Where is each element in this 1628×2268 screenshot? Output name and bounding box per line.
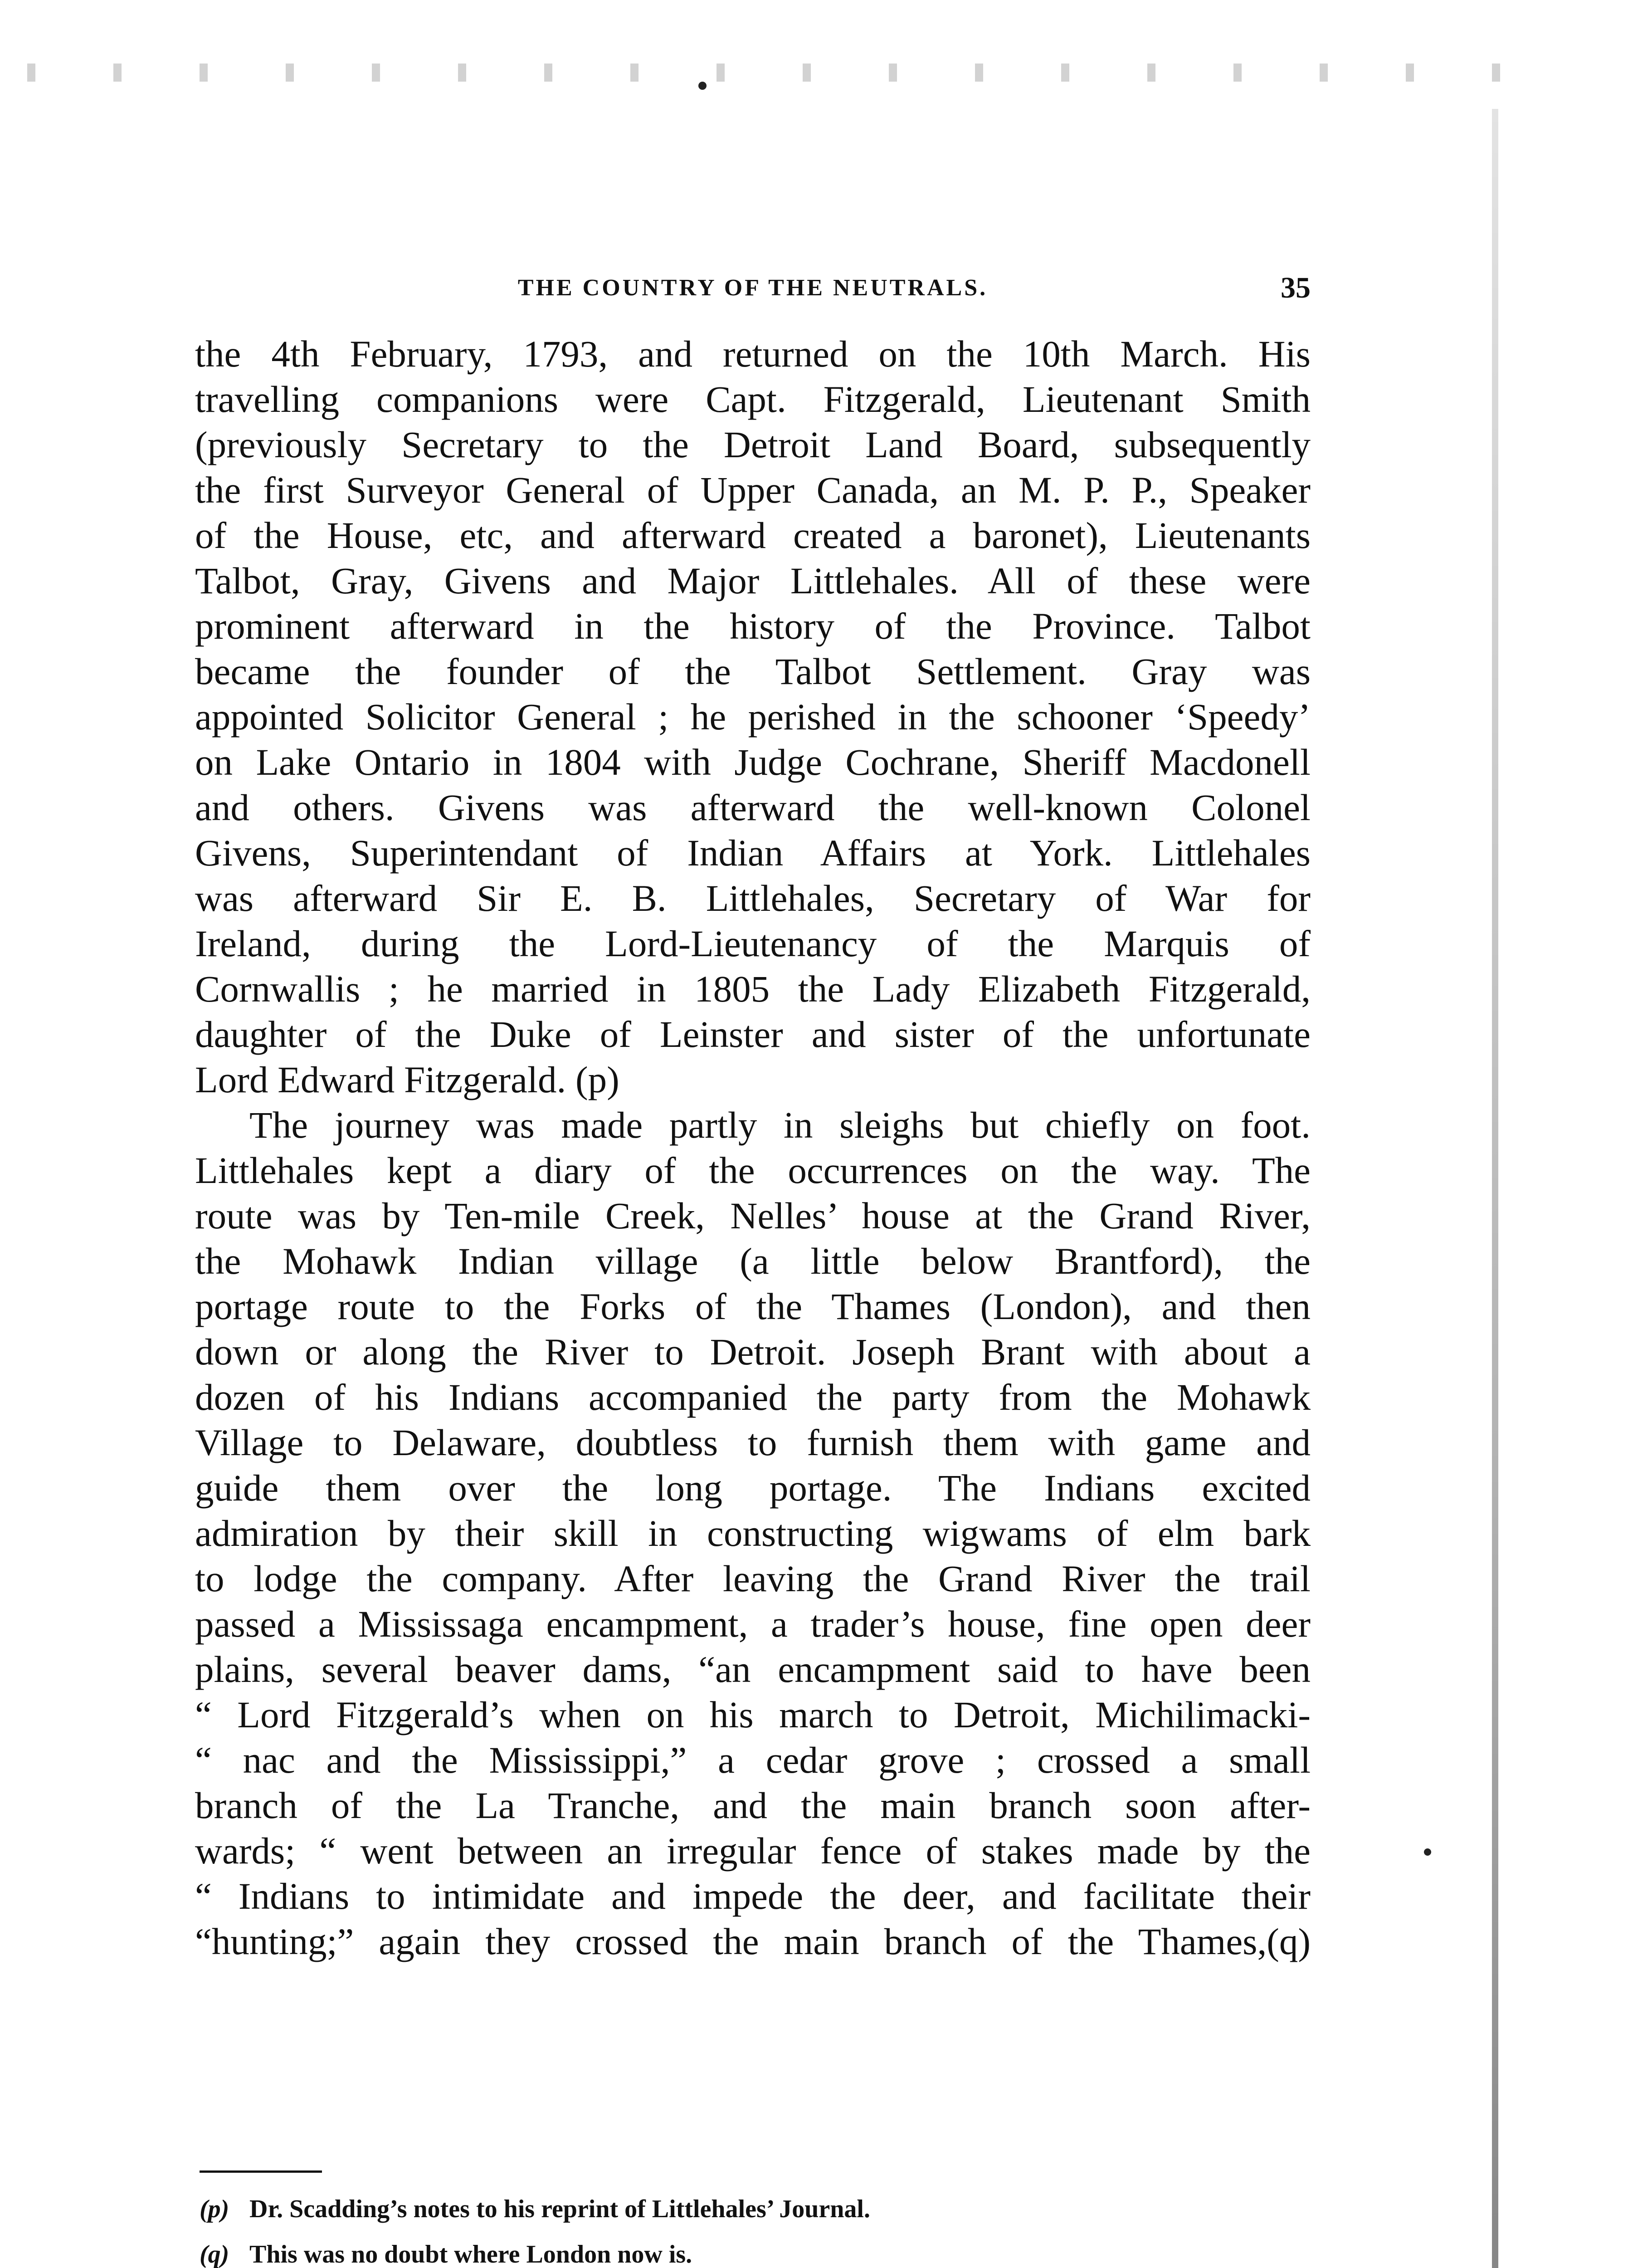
text-line: to lodge the company. After leaving the Grand River the trail [195,1558,1311,1599]
text-line: branch of the La Tranche, and the main branch soon after- [195,1784,1311,1826]
text-line: (previously Secretary to the Detroit Land Board, subsequently [195,424,1311,465]
scan-speck [698,82,707,90]
paragraph-1 [195,331,1311,1102]
text-line: and others. Givens was afterward the well-known Colonel [195,787,1311,828]
text-line: “ nac and the Mississippi,” a cedar grove ; crossed a small [195,1739,1311,1781]
text-line: plains, several beaver dams, “an encampment said to have been [195,1648,1311,1690]
running-head [195,271,1311,311]
footnote-mark: (q) [200,2240,229,2268]
running-title: THE COUNTRY OF THE NEUTRALS. [517,275,988,301]
text-line: Cornwallis ; he married in 1805 the Lady Elizabeth Fitzgerald, [195,968,1311,1010]
text-line: the Mohawk Indian village (a little below Brantford), the [195,1240,1311,1282]
text-line: was afterward Sir E. B. Littlehales, Secretary of War for [195,877,1311,919]
text-line: down or along the River to Detroit. Joseph Brant with about a [195,1331,1311,1373]
text-line: portage route to the Forks of the Thames (London), and then [195,1286,1311,1327]
text-line: Ireland, during the Lord-Lieutenancy of the Marquis of [195,923,1311,964]
text-line: Talbot, Gray, Givens and Major Littlehales. All of these were [195,560,1311,601]
text-line: “hunting;” again they crossed the main branch of the Thames,(q) [195,1921,1311,1962]
text-line: prominent afterward in the history of the Province. Talbot [195,605,1311,647]
body-text [195,331,1311,1964]
text-line: The journey was made partly in sleighs but chiefly on foot. [249,1104,1311,1146]
text-line: the 4th February, 1793, and returned on the 10th March. His [195,333,1311,375]
footnote-text: This was no doubt where London now is. [249,2240,692,2268]
footnote-p [200,2186,1288,2232]
page-number: 35 [1281,271,1311,304]
footnote-text: Dr. Scadding’s notes to his reprint of Littlehales’ Journal. [249,2195,870,2223]
footnote-mark: (p) [200,2195,229,2223]
text-line: became the founder of the Talbot Settlement. Gray was [195,650,1311,692]
text-line: Givens, Superintendant of Indian Affairs at York. Littlehales [195,832,1311,874]
text-line: the first Surveyor General of Upper Canada, an M. P. P., Speaker [195,469,1311,511]
text-line: “ Indians to intimidate and impede the deer, and facilitate their [195,1875,1311,1917]
footnote-q [200,2232,1288,2268]
scan-edge-right [1492,109,1498,2268]
text-line: travelling companions were Capt. Fitzgerald, Lieutenant Smith [195,378,1311,420]
text-line: passed a Mississaga encampment, a trader’s house, fine open deer [195,1603,1311,1645]
text-line: wards; “ went between an irregular fence of stakes made by the [195,1830,1311,1872]
text-line: “ Lord Fitzgerald’s when on his march to Detroit, Michilimacki- [195,1694,1311,1735]
paragraph-2 [195,1102,1311,1964]
text-line: Littlehales kept a diary of the occurrences on the way. The [195,1149,1311,1191]
scan-speck [1424,1848,1431,1856]
text-line: daughter of the Duke of Leinster and sister of the unfortunate [195,1013,1311,1055]
text-line: guide them over the long portage. The Indians excited [195,1467,1311,1509]
text-line: dozen of his Indians accompanied the party from the Mohawk [195,1376,1311,1418]
scan-edge-top [0,64,1542,82]
text-line: appointed Solicitor General ; he perished in the schooner ‘Speedy’ [195,696,1311,738]
footnotes [200,2186,1288,2268]
text-line: Village to Delaware, doubtless to furnish them with game and [195,1422,1311,1463]
text-line: on Lake Ontario in 1804 with Judge Cochrane, Sheriff Macdonell [195,741,1311,783]
text-line: of the House, etc, and afterward created a baronet), Lieutenants [195,514,1311,556]
text-line: Lord Edward Fitzgerald. (p) [195,1059,619,1100]
text-line: admiration by their skill in constructing wigwams of elm bark [195,1512,1311,1554]
text-line: route was by Ten-mile Creek, Nelles’ house at the Grand River, [195,1195,1311,1237]
footnote-rule [200,2170,322,2173]
